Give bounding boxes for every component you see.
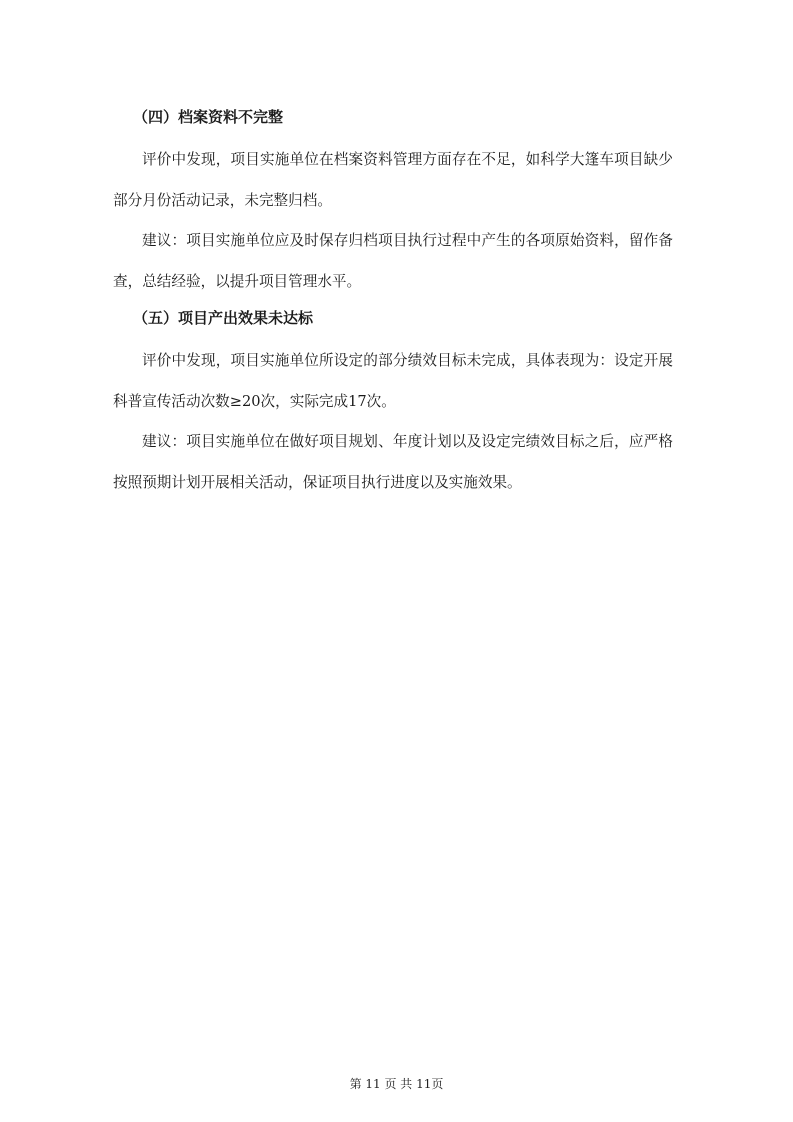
section-heading: （四）档案资料不完整 bbox=[133, 108, 284, 126]
section-heading: （五）项目产出效果未达标 bbox=[133, 309, 314, 327]
paragraph-finding: 评价中发现，项目实施单位所设定的部分绩效目标未完成，具体表现为：设定开展科普宣传活动次数≥20次，实际完成17次。 bbox=[113, 352, 673, 410]
paragraph-suggestion: 建议：项目实施单位应及时保存归档项目执行过程中产生的各项原始资料，留作备查，总结经验，以提升项目管理水平。 bbox=[113, 232, 673, 290]
section-five bbox=[113, 302, 673, 503]
paragraph-suggestion: 建议：项目实施单位在做好项目规划、年度计划以及设定完绩效目标之后，应严格按照预期计划开展相关活动，保证项目执行进度以及实施效果。 bbox=[113, 433, 673, 491]
section-four bbox=[113, 101, 673, 302]
paragraph-finding: 评价中发现，项目实施单位在档案资料管理方面存在不足，如科学大篷车项目缺少部分月份活动记录，未完整归档。 bbox=[113, 151, 673, 209]
document-body bbox=[113, 101, 673, 503]
page-number-footer: 第 11 页 共 11页 bbox=[349, 1077, 444, 1091]
